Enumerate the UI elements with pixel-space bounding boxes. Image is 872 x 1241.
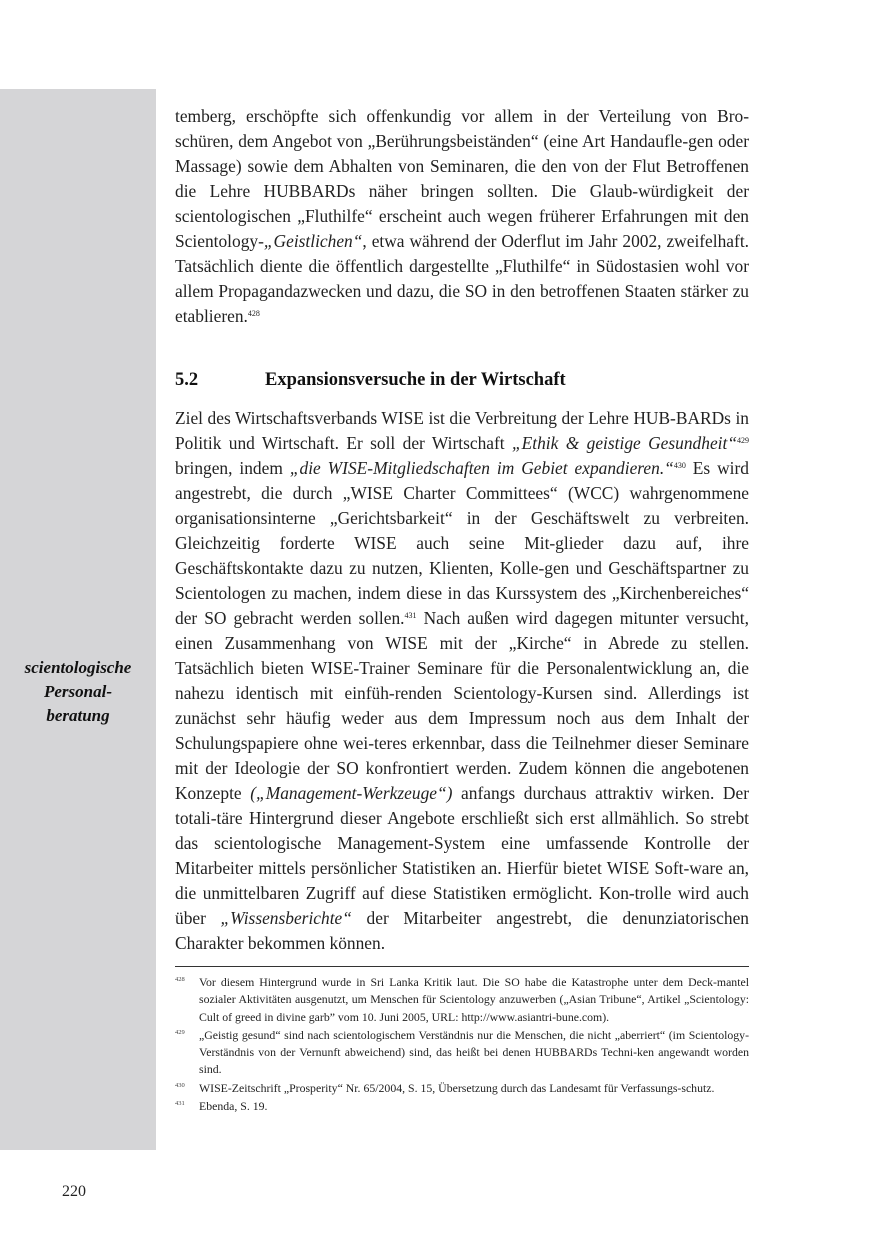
margin-sidebar (0, 89, 156, 1150)
main-content (175, 104, 749, 1116)
margin-note-line-1: scientologische (24, 658, 132, 677)
section-title: Expansionsversuche in der Wirtschaft (265, 369, 566, 390)
section-heading (175, 354, 749, 406)
footnotes (175, 974, 749, 1115)
footnote-mark: 431 (175, 1100, 185, 1108)
quote-ethik: „Ethik & geistige Gesundheit“ (511, 433, 737, 453)
footnote-mark: 428 (175, 976, 185, 983)
section-number: 5.2 (175, 369, 199, 390)
margin-note (0, 656, 156, 728)
footnote-428 (175, 974, 749, 1026)
footnote-431 (175, 1098, 749, 1115)
quote-management-werkzeuge: („Management-Werkzeuge“) (250, 783, 453, 803)
footnote-ref-429[interactable]: 429 (737, 436, 749, 445)
paragraph-2: Ziel des Wirtschaftsverbands WISE ist die Verbreitung der Lehre HUB-BARDs in Politik und Wirtschaft. Er soll der Wirtschaft „Ethik & geistige Gesundheit“$^{429}$ bringen, indem „die WISE-Mitgliedschaften im Gebiet expandieren.“$^{430}$ Es wird angestrebt, die durch „WISE Charter Committees“ (WCC) wahrgenommene organisationsinterne „Gerichtsbarkeit“ in der Geschäftswelt zu verbreiten. Gleichzeitig forderte WISE auch seine Mit-glieder dazu auf, ihre Geschäftskontakte dazu zu nutzen, Klienten, Kolle-gen und Geschäftspartner zu Scientologen zu machen, indem diese in das Kurssystem des „Kirchenbereiches“ der SO gebracht werden sollen.$^{431}$ Nach außen wird dagegen mitunter versucht, einen Zusammenhang von WISE mit der „Kirche“ in Abrede zu stellen. Tatsächlich bieten WISE-Trainer Seminare für die Personalentwicklung an, die nahezu identisch mit einfüh-renden Scientology-Kursen sind. Allerdings ist zunächst sehr häufig weder aus dem Impressum noch aus dem Inhalt der Schulungspapiere ohne wei-teres erkennbar, dass die Teilnehmer dieser Seminare mit der Ideologie der SO konfrontiert werden. Zudem können die angebotenen Konzepte („Management-Werkzeuge“) anfangs durchaus attraktiv wirken. Der totali-täre Hintergrund dieser Angebote erschließt sich erst allmählich. So strebt das scientologische Management-System eine umfassende Kontrolle der Mitarbeiter mittels persönlicher Statistiken an. Hierfür bietet WISE Soft-ware an, die unmittelbaren Zugriff auf diese Statistiken ermöglicht. Kon-trolle wird auch über „Wissensberichte“ der Mitarbeiter angestrebt, die denunziatorischen Charakter bekommen können. (175, 408, 749, 953)
footnote-text: WISE-Zeitschrift „Prosperity“ Nr. 65/2004, S. 15, Übersetzung durch das Landesamt für Verfassungs-schutz. (199, 1080, 715, 1095)
footnote-text: „Geistig gesund“ sind nach scientologischem Verständnis nur die Menschen, die nicht „aberriert“ (im Scientology-Verständnis von der Vernunft abweichend) sind, das heißt bei denen HUBBARDs Techni-ken angewandt worden sind. (199, 1027, 749, 1077)
footnote-text: Ebenda, S. 19. (199, 1099, 268, 1114)
quote-wissensberichte: „Wissensberichte“ (220, 908, 352, 928)
footnote-ref-431[interactable]: 431 (404, 611, 417, 620)
footnote-rule (175, 966, 749, 967)
footnote-text: Vor diesem Hintergrund wurde in Sri Lanka Kritik laut. Die SO habe die Katastrophe unter dem Deck-mantel sozialer Aktivitäten ausgenutzt, um Menschen für Scientology anzuwerben („Asian Tribune“, Artikel „Scientology: Cult of greed in divine garb” vom 10. Juni 2005, URL: http://www.asiantri-bune.com). (199, 975, 749, 1024)
footnote-ref-428[interactable]: 428 (247, 309, 260, 318)
footnote-430 (175, 1080, 749, 1097)
quote-geistlichen: „Geistlichen“ (263, 231, 363, 251)
quote-wise-mitgliedschaften: „die WISE-Mitgliedschaften im Gebiet expandieren.“ (289, 458, 674, 478)
page-number: 220 (62, 1183, 86, 1200)
margin-note-line-2: Personal- (44, 682, 112, 701)
paragraph-1: temberg, erschöpfte sich offenkundig vor allem in der Verteilung von Bro-schüren, dem Angebot von „Berührungsbeiständen“ (eine Art Handaufle-gen oder Massage) sowie dem Abhalten von Seminaren, die den von der Flut Betroffenen die Lehre HUBBARDs näher bringen sollten. Die Glaub-würdigkeit der scientologischen „Fluthilfe“ erscheint auch wegen früherer Erfahrungen mit den Scientology-„Geistlichen“, etwa während der Oderflut im Jahr 2002, zweifelhaft. Tatsächlich diente die öffentlich dargestellte „Fluthilfe“ in Südostasien wohl vor allem Propagandazwecken und dazu, die SO in den betroffenen Staaten stärker zu etablieren.$^{428}$ (175, 106, 749, 326)
footnote-mark: 430 (175, 1081, 185, 1089)
footnote-429 (175, 1027, 749, 1079)
footnote-ref-430[interactable]: 430 (673, 461, 686, 470)
margin-note-line-3: beratung (46, 706, 110, 725)
footnote-mark: 429 (175, 1028, 185, 1036)
